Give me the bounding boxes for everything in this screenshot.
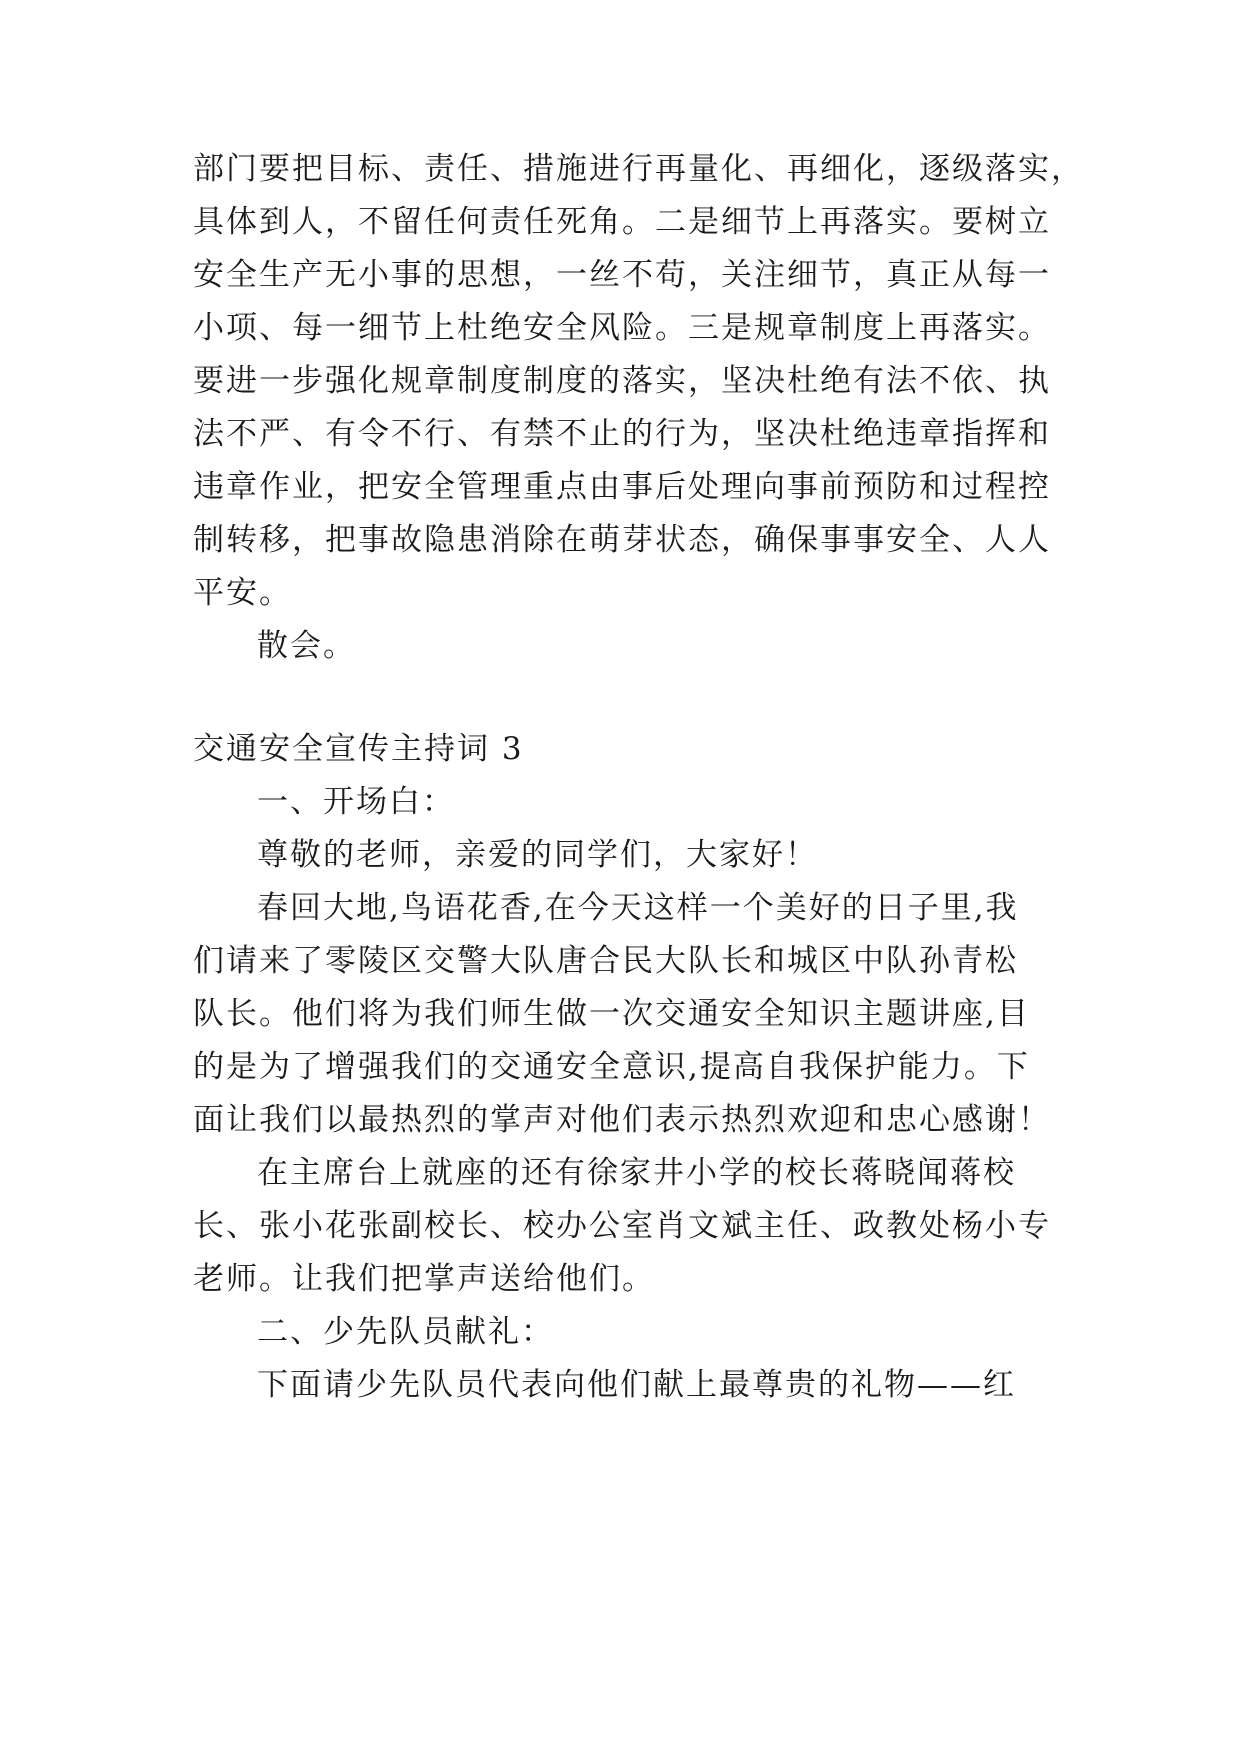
paragraph-line: 散会。 [257,628,356,664]
section-heading: 一、开场白： [257,784,455,820]
paragraph-line: 违章作业，把安全管理重点由事后处理向事前预防和过程控 [193,469,1051,505]
paragraph-line: 法不严、有令不行、有禁不止的行为，坚决杜绝违章指挥和 [193,416,1051,452]
paragraph-line: 们请来了零陵区交警大队唐合民大队长和城区中队孙青松 [193,943,1018,979]
paragraph-line: 面让我们以最热烈的掌声对他们表示热烈欢迎和忠心感谢！ [193,1102,1051,1138]
paragraph-line: 小项、每一细节上杜绝安全风险。三是规章制度上再落实。 [193,310,1051,346]
paragraph-line: 老师。让我们把掌声送给他们。 [193,1261,655,1297]
paragraph-line: 下面请少先队员代表向他们献上最尊贵的礼物——红 [257,1367,1016,1403]
paragraph-line: 具体到人，不留任何责任死角。二是细节上再落实。要树立 [193,204,1051,240]
paragraph-line: 要进一步强化规章制度制度的落实，坚决杜绝有法不依、执 [193,363,1051,399]
section-title: 交通安全宣传主持词 3 [193,731,524,767]
paragraph-line: 平安。 [193,575,292,611]
paragraph-line: 部门要把目标、责任、措施进行再量化、再细化，逐级落实， [193,151,1084,187]
paragraph-line: 安全生产无小事的思想，一丝不苟，关注细节，真正从每一 [193,257,1051,293]
paragraph-line: 的是为了增强我们的交通安全意识,提高自我保护能力。下 [193,1049,1030,1085]
paragraph-line: 尊敬的老师，亲爱的同学们，大家好！ [257,837,818,873]
section-heading: 二、少先队员献礼： [257,1314,554,1350]
paragraph-line: 队长。他们将为我们师生做一次交通安全知识主题讲座,目 [193,996,1030,1032]
paragraph-line: 春回大地,鸟语花香,在今天这样一个美好的日子里,我 [257,890,1019,926]
paragraph-line: 制转移，把事故隐患消除在萌芽状态，确保事事安全、人人 [193,522,1051,558]
paragraph-line: 长、张小花张副校长、校办公室肖文斌主任、政教处杨小专 [193,1208,1051,1244]
paragraph-line: 在主席台上就座的还有徐家井小学的校长蒋晓闻蒋校 [257,1155,1016,1191]
